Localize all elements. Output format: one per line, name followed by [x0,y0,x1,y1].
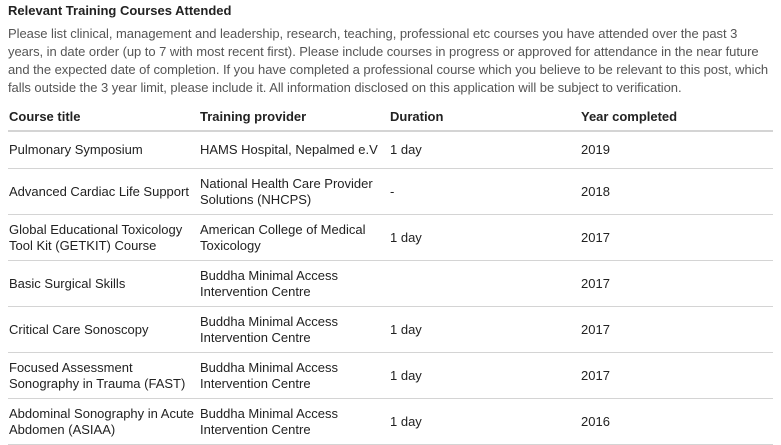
training-provider-cell: Buddha Minimal Access Intervention Centre [199,307,389,353]
header-course-title: Course title [8,102,199,131]
course-title-cell: Global Educational Toxicology Tool Kit (GETKIT) Course [8,215,199,261]
course-title-cell: Basic Surgical Skills [8,261,199,307]
course-title-cell: Focused Assessment Sonography in Trauma (FAST) [8,353,199,399]
year-completed-cell: 2019 [580,131,773,169]
course-title-cell: Advanced Cardiac Life Support [8,169,199,215]
section-title: Relevant Training Courses Attended [8,3,232,18]
duration-cell [389,261,580,307]
table-row [8,353,773,399]
duration-cell: 1 day [389,307,580,353]
year-completed-cell: 2017 [580,215,773,261]
table-row [8,215,773,261]
courses-table [8,102,773,445]
table-row [8,261,773,307]
duration-cell: 1 day [389,215,580,261]
course-title-cell: Pulmonary Symposium [8,131,199,169]
header-year-completed: Year completed [580,102,773,131]
training-provider-cell: HAMS Hospital, Nepalmed e.V [199,131,389,169]
table-header-row [8,102,773,131]
training-provider-cell: American College of Medical Toxicology [199,215,389,261]
duration-cell: 1 day [389,399,580,445]
header-duration: Duration [389,102,580,131]
year-completed-cell: 2016 [580,399,773,445]
year-completed-cell: 2017 [580,261,773,307]
training-provider-cell: Buddha Minimal Access Intervention Centre [199,399,389,445]
duration-cell: - [389,169,580,215]
training-provider-cell: Buddha Minimal Access Intervention Centre [199,353,389,399]
duration-cell: 1 day [389,131,580,169]
duration-cell: 1 day [389,353,580,399]
course-title-cell: Critical Care Sonoscopy [8,307,199,353]
table-row [8,131,773,169]
year-completed-cell: 2017 [580,307,773,353]
table-row [8,399,773,445]
course-title-cell: Abdominal Sonography in Acute Abdomen (ASIAA) [8,399,199,445]
header-training-provider: Training provider [199,102,389,131]
section-description: Please list clinical, management and leadership, research, teaching, professional etc courses you have attended over the past 3 years, in date order (up to 7 with most recent first). Please include courses in progress or approved for attendance in the near future and the expected date of completion. If you have completed a professional course which you believe to be relevant to this post, which falls outside the 3 year limit, please include it. All information disclosed on this application will be subject to verification. [8,26,769,95]
year-completed-cell: 2017 [580,353,773,399]
training-provider-cell: Buddha Minimal Access Intervention Centre [199,261,389,307]
table-row [8,307,773,353]
year-completed-cell: 2018 [580,169,773,215]
table-row [8,169,773,215]
training-provider-cell: National Health Care Provider Solutions (NHCPS) [199,169,389,215]
